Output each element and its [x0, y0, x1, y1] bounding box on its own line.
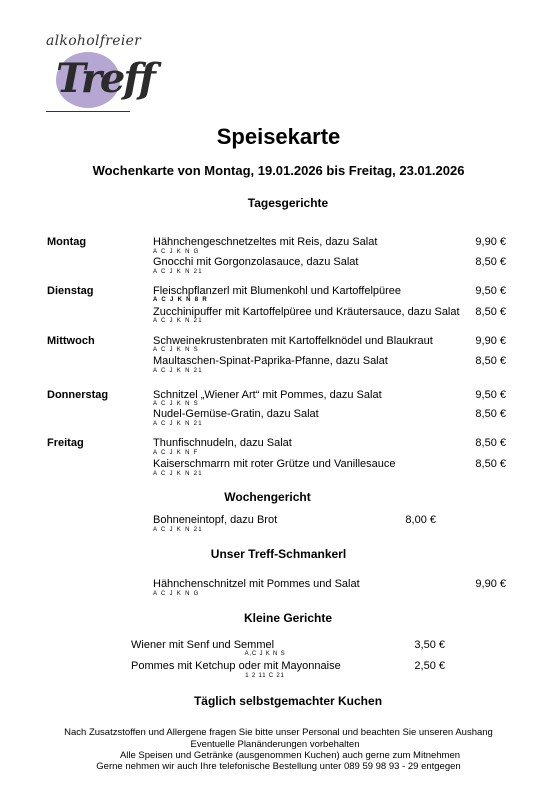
dish-name: Fleischpflanzerl mit Blumenkohl und Kartoffelpüree — [153, 285, 402, 297]
dish-price: 9,90 € — [475, 578, 506, 590]
section-kuchen: Täglich selbstgemachter Kuchen — [193, 694, 383, 708]
dish-price: 8,50 € — [475, 355, 506, 367]
dish-price: 8,50 € — [475, 458, 506, 470]
dish-allergens: A C J K N F — [153, 450, 199, 456]
dish-name: Kaiserschmarrn mit roter Grütze und Vanillesauce — [153, 458, 396, 470]
dish-price: 9,50 € — [475, 285, 506, 297]
logo-underline — [46, 111, 130, 112]
dish-allergens: A C J K N 8 R — [153, 297, 209, 303]
day-label: Montag — [47, 236, 87, 248]
dish-price: 2,50 € — [414, 660, 445, 672]
dish-name: Schnitzel „Wiener Art“ mit Pommes, dazu Salat — [153, 389, 382, 401]
dish-allergens: A C J K N 21 — [153, 269, 203, 275]
day-label: Mittwoch — [47, 335, 95, 347]
day-label: Freitag — [47, 437, 84, 449]
dish-name: Hähnchengeschnetzeltes mit Reis, dazu Salat — [153, 236, 378, 248]
dish-name: Zucchinipuffer mit Kartoffelpüree und Kräutersauce, dazu Salat — [153, 306, 460, 318]
dish-allergens: A C J K N G — [153, 249, 200, 255]
day-label: Dienstag — [47, 285, 94, 297]
dish-price: 3,50 € — [414, 639, 445, 651]
dish-name: Maultaschen-Spinat-Paprika-Pfanne, dazu Salat — [153, 355, 388, 367]
dish-name: Gnocchi mit Gorgonzolasauce, dazu Salat — [153, 256, 359, 268]
dish-name: Nudel-Gemüse-Gratin, dazu Salat — [153, 408, 319, 420]
footer-allergen-note: Nach Zusatzstoffen und Allergene fragen Sie bitte unser Personal und beachten Sie unseren Aushang — [64, 727, 493, 738]
logo-tagline: alkoholfreier — [46, 33, 142, 49]
dish-price: 8,50 € — [475, 256, 506, 268]
logo-wordmark: Treff — [56, 55, 154, 102]
dish-price: 8,50 € — [475, 408, 506, 420]
dish-price: 8,00 € — [405, 514, 436, 526]
dish-allergens: A C J K N 21 — [153, 527, 203, 533]
section-kleine-gerichte: Kleine Gerichte — [243, 611, 333, 625]
dish-allergens: 1 2 11 C 21 — [245, 673, 285, 679]
footer-takeaway-note: Alle Speisen und Getränke (ausgenommen Kuchen) auch gerne zum Mitnehmen — [119, 750, 461, 761]
dish-allergens: A C J K N 21 — [153, 318, 203, 324]
section-wochengericht: Wochengericht — [224, 490, 311, 504]
dish-name: Pommes mit Ketchup oder mit Mayonnaise — [131, 660, 341, 672]
dish-allergens: A C J K N S — [153, 401, 199, 407]
dish-price: 9,90 € — [475, 335, 506, 347]
section-tagesgerichte: Tagesgerichte — [247, 196, 329, 210]
dish-price: 9,90 € — [475, 236, 506, 248]
dish-price: 9,50 € — [475, 389, 506, 401]
dish-allergens: A C J K N 21 — [153, 471, 203, 477]
dish-allergens: A,C J K N S — [244, 651, 286, 657]
dish-name: Hähnchenschnitzel mit Pommes und Salat — [153, 578, 360, 590]
week-range: Wochenkarte von Montag, 19.01.2026 bis Freitag, 23.01.2026 — [92, 163, 465, 178]
section-schmankerl: Unser Treff-Schmankerl — [210, 547, 347, 561]
footer-changes-note: Eventuelle Planänderungen vorbehalten — [190, 739, 360, 750]
dish-allergens: A C J K N 21 — [153, 421, 203, 427]
dish-price: 8,50 € — [475, 306, 506, 318]
dish-name: Wiener mit Senf und Semmel — [131, 639, 275, 651]
page-title: Speisekarte — [216, 124, 341, 149]
dish-name: Schweinekrustenbraten mit Kartoffelknödel und Blaukraut — [153, 335, 433, 347]
footer-phone-note: Gerne nehmen wir auch Ihre telefonische Bestellung unter 089 59 98 93 - 29 entgegen — [96, 761, 461, 772]
dish-allergens: A C J K N S — [153, 347, 199, 353]
dish-name: Thunfischnudeln, dazu Salat — [153, 437, 292, 449]
dish-price: 8,50 € — [475, 437, 506, 449]
dish-allergens: A C J K N G — [153, 591, 200, 597]
day-label: Donnerstag — [47, 389, 109, 401]
dish-name: Bohneneintopf, dazu Brot — [153, 514, 278, 526]
dish-allergens: A C J K N 21 — [153, 368, 203, 374]
